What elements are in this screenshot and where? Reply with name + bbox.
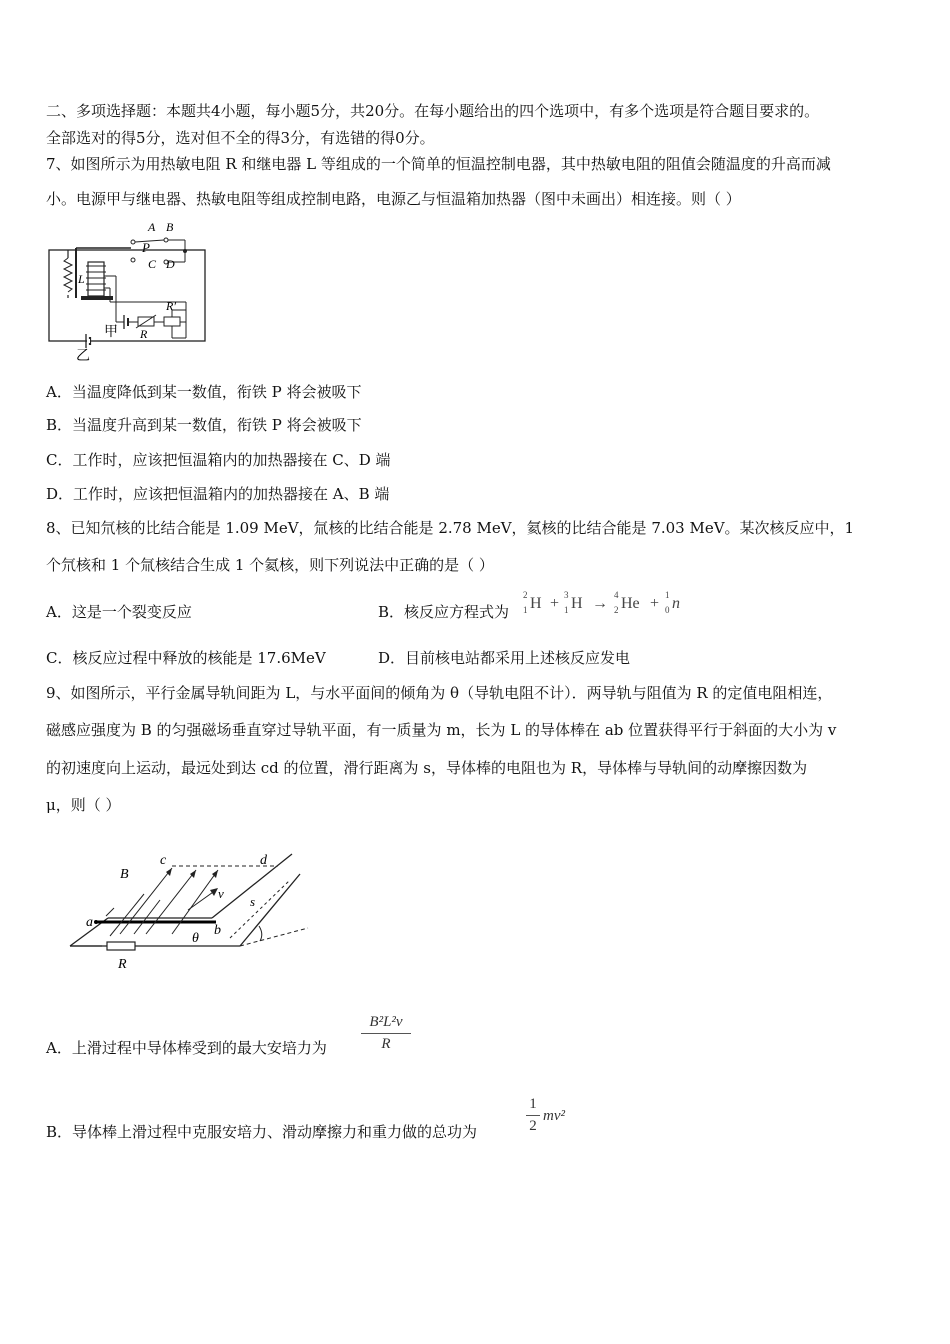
eq-plus2: + [650,595,660,612]
eq-h3: H [571,595,583,612]
q9-label-bfield: B [120,867,129,882]
eq-n: n [672,595,680,612]
q9-label-v: v [218,886,224,901]
q7-label-l: L [78,272,85,286]
q9-label-a: a [86,915,93,930]
q9-option-b-denominator: 2 [529,1118,537,1134]
q9-inclined-rails-figure [64,846,310,974]
q9-label-s: s [250,894,256,909]
section-heading-line1: 二、多项选择题：本题共4小题，每小题5分，共20分。在每小题给出的四个选项中，有多个选项是符合题目要求的。 [46,102,820,120]
eq-h2-mass: 2 [523,590,528,600]
eq-he: He [621,595,640,612]
q9-label-r: R [118,957,127,972]
q7-label-b: B [166,220,174,234]
q8-option-a: A．这是一个裂变反应 [46,603,192,621]
q7-label-jia: 甲 [104,325,118,340]
q7-option-d: D．工作时，应该把恒温箱内的加热器接在 A、B 端 [46,485,390,503]
q9-option-b-tail: mv² [543,1108,565,1124]
q8-nuclear-equation [522,588,692,618]
section-heading-line2: 全部选对的得5分，选对但不全的得3分，有选错的得0分。 [46,129,435,147]
q8-stem-line2: 个氘核和 1 个氚核结合生成 1 个氦核，则下列说法中正确的是（ ） [46,556,494,574]
eq-n-z: 0 [665,605,670,615]
eq-he-mass: 4 [614,590,619,600]
q7-label-c: C [148,257,157,271]
q9-label-c: c [160,853,167,868]
q9-stem-line3: 的初速度向上运动，最远处到达 cd 的位置，滑行距离为 s，导体棒的电阻也为 R，导体棒与导轨间的动摩擦因数为 [46,759,808,777]
q9-stem-line4: μ，则（ ） [46,796,121,814]
q7-label-yi: 乙 [76,349,90,364]
q9-option-b-numerator: 1 [529,1096,537,1112]
q9-stem-line2: 磁感应强度为 B 的匀强磁场垂直穿过导轨平面，有一质量为 m，长为 L 的导体棒在 ab 位置获得平行于斜面的大小为 v [46,721,837,739]
q9-option-a-denominator: R [381,1036,391,1052]
q7-stem-line2: 小。电源甲与继电器、热敏电阻等组成控制电路，电源乙与恒温箱加热器（图中未画出）相连接。则（ ） [46,190,741,208]
eq-he-z: 2 [614,605,619,615]
q7-option-c: C．工作时，应该把恒温箱内的加热器接在 C、D 端 [46,451,391,469]
eq-plus1: + [550,595,560,612]
eq-h3-mass: 3 [564,590,569,600]
q7-option-b: B．当温度升高到某一数值，衔铁 P 将会被吸下 [46,416,362,434]
q9-label-d: d [260,853,267,868]
q7-option-a: A．当温度降低到某一数值，衔铁 P 将会被吸下 [46,383,362,401]
q7-label-r: R [140,327,148,341]
q8-option-c: C．核反应过程中释放的核能是 17.6MeV [46,649,326,667]
q9-option-b-fraction [526,1096,540,1135]
q7-label-a: A [148,220,156,234]
q7-stem-line1: 7、如图所示为用热敏电阻 R 和继电器 L 等组成的一个简单的恒温控制电器，其中热敏电阻的阻值会随温度的升高而减 [46,155,831,173]
q9-label-theta: θ [192,931,199,946]
eq-arrow: → [592,595,608,612]
q9-option-a-numerator: B²L²v [369,1014,403,1030]
q7-relay-circuit-figure [46,218,211,366]
q8-option-b: B．核反应方程式为 [378,603,510,621]
q8-option-d: D．目前核电站都采用上述核反应发电 [378,649,631,667]
q7-label-rprime: R′ [166,299,176,313]
q9-option-a: A．上滑过程中导体棒受到的最大安培力为 [46,1039,327,1057]
eq-h2: H [530,595,542,612]
q9-option-a-fraction [361,1014,411,1053]
q7-label-p: P [142,240,150,255]
q7-label-d: D [166,257,175,271]
eq-h3-z: 1 [564,605,569,615]
q9-option-b: B．导体棒上滑过程中克服安培力、滑动摩擦力和重力做的总功为 [46,1123,478,1141]
eq-n-mass: 1 [665,590,670,600]
q9-stem-line1: 9、如图所示，平行金属导轨间距为 L，与水平面间的倾角为 θ（导轨电阻不计）．两导轨与阻值为 R 的定值电阻相连， [46,684,833,702]
q8-stem-line1: 8、已知氘核的比结合能是 1.09 MeV，氚核的比结合能是 2.78 MeV，氦核的比结合能是 7.03 MeV。某次核反应中，1 [46,519,855,537]
q9-label-b: b [214,923,221,938]
eq-h2-z: 1 [523,605,528,615]
